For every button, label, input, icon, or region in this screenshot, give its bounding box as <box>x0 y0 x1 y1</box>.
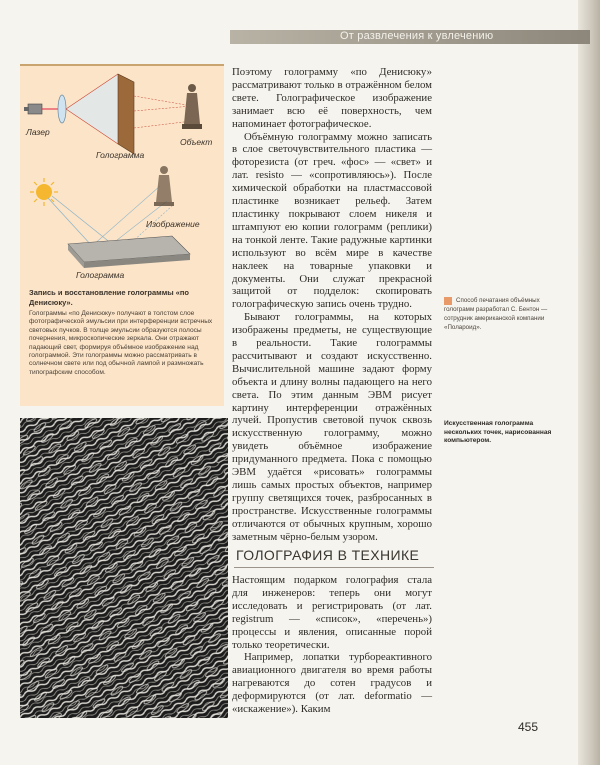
laser-icon <box>28 104 42 114</box>
sun-icon <box>30 178 58 206</box>
hologram-plate-top <box>118 74 134 154</box>
label-hologram-top: Голограмма <box>96 150 145 160</box>
article-column-bottom <box>232 574 432 716</box>
label-laser: Лазер <box>26 127 50 137</box>
computer-hologram-image <box>20 418 228 718</box>
label-object: Объект <box>180 137 213 147</box>
page-binding <box>578 0 600 765</box>
article-paragraph: Например, лопатки турбореактивного авиационного двигателя во время работы нагреваются до сотен градусов и деформируются (от лат. deformatio — «искажение»). Каким <box>232 651 432 716</box>
statue-object-icon <box>182 84 202 129</box>
margin-note-hologram-caption: Искусственная голограмма нескольких точек, нарисованная компьютером. <box>444 420 552 445</box>
article-paragraph: Настоящим подарком голография стала для инженеров: теперь они могут исследовать и регистрировать (от лат. registrum — «список», «перечень») процессы и явления, описанные порой только теоретически. <box>232 574 432 651</box>
sidebar-caption-body: Голограммы «по Денисюку» получают в толстом слое фотографической эмульсии при интерференции встречных световых пучков. В толще эмульсии образуются полосы почернения, микроскопические зеркала. Они отражают падающий свет, формируя объёмное изображение над голограммой. Эти голограммы можно рассматривать в солнечном свете или под обычной лампой и размножать типографским способом. <box>29 310 213 376</box>
section-divider <box>234 567 434 568</box>
section-title: ГОЛОГРАФИЯ В ТЕХНИКЕ <box>236 547 420 563</box>
article-paragraph: Поэтому голограмму «по Денисюку» рассматривают только в отражённом белом свете. Голографическое изображение занимает всю её поверхность, чем напоминает фотографическое. <box>232 66 432 130</box>
page-number: 455 <box>518 720 539 734</box>
lens-icon <box>58 95 66 123</box>
running-header: От развлечения к увлечению <box>340 30 494 42</box>
margin-note-benton: Способ печатания объёмных голограмм разработал С. Бентон — сотрудник американской компании «Полароид». <box>444 297 548 331</box>
article-paragraph: Бывают голограммы, на которых изображены предметы, не существующие в реальности. Такие голограммы рассчитывают и создают искусственно. Вычислительной машине задают форму объекта и длину волны падающего на него света. По этим данным ЭВМ рисует картину интерференции отражённых лучей. Пропустив световой пучок сквозь искусственную голограмму, можно увидеть объёмное изображение придуманного предмета. Пока с помощью ЭВМ удаётся «рисовать» голограммы лишь самых простых объектов, например группу светящихся точек, разбросанных в пространстве. Искусственные голограммы отличаются от обычных крупным, хорошо заметным чёрно-белым узором. <box>232 311 432 543</box>
label-hologram-bottom: Голограмма <box>76 270 125 280</box>
sidebar-caption-title: Запись и восстановление голограммы «по Денисюку». <box>29 288 190 307</box>
article-paragraph: Объёмную голограмму можно записать в слое светочувствительного пластика — фоторезиста (от греч. «фос» — «свет» и лат. resisto — «сопротивляюсь»). После химической обработки на пластмассовой пластинке возникает рельеф. Затем пластинку покрывают слоем никеля и штампуют ею копии голограмм (реплики) на тонкой ленте. Такие радужные картинки используют во всём мире в качестве наклеек на товарные упаковки и документы. Они служат прекрасной защитой от подделок: скопировать голографическую запись очень трудно. <box>232 130 432 311</box>
reconstructed-image-icon <box>154 166 174 206</box>
hologram-recording-diagram <box>22 66 222 284</box>
label-image: Изображение <box>146 219 200 229</box>
article-column-top <box>232 66 432 544</box>
hologram-plate-bottom <box>68 236 190 268</box>
